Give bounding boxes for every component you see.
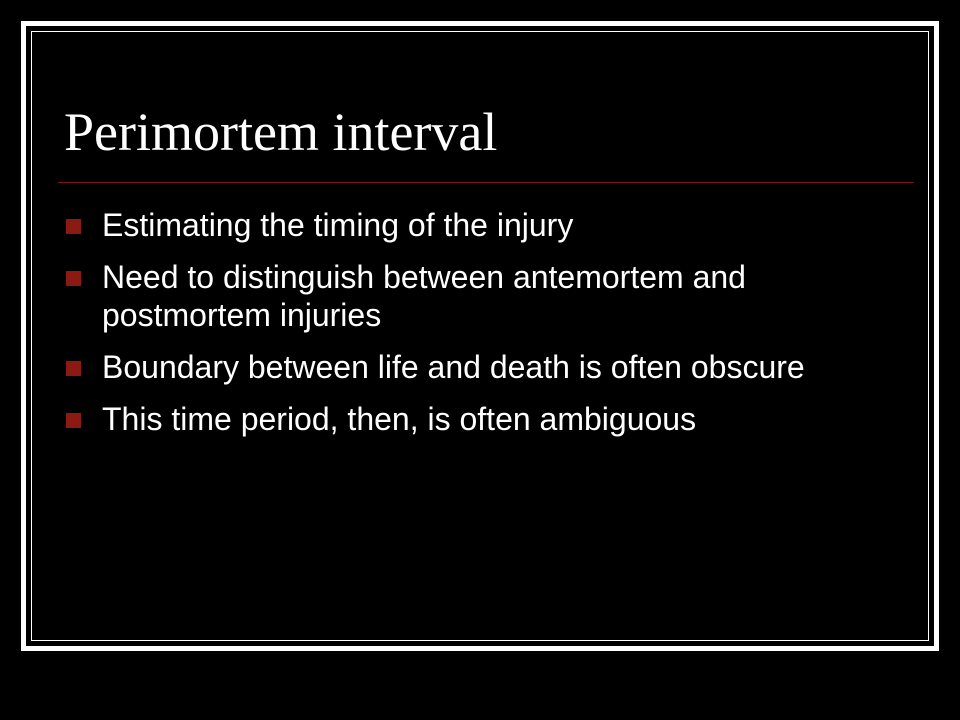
bullet-item bbox=[66, 206, 876, 244]
bullet-item bbox=[66, 348, 876, 386]
square-bullet-icon bbox=[66, 413, 81, 428]
slide-title: Perimortem interval bbox=[64, 102, 498, 162]
bullet-item bbox=[66, 400, 876, 438]
bullet-text: Boundary between life and death is often obscure bbox=[102, 349, 805, 385]
square-bullet-icon bbox=[66, 361, 81, 376]
title-divider bbox=[58, 182, 914, 183]
bullet-text: Need to distinguish between antemortem and postmortem injuries bbox=[102, 259, 746, 333]
square-bullet-icon bbox=[66, 271, 81, 286]
bullet-text: Estimating the timing of the injury bbox=[102, 207, 574, 243]
square-bullet-icon bbox=[66, 219, 81, 234]
bullet-item bbox=[66, 258, 876, 334]
bullet-text: This time period, then, is often ambiguous bbox=[102, 401, 697, 437]
bullet-list bbox=[66, 206, 876, 452]
